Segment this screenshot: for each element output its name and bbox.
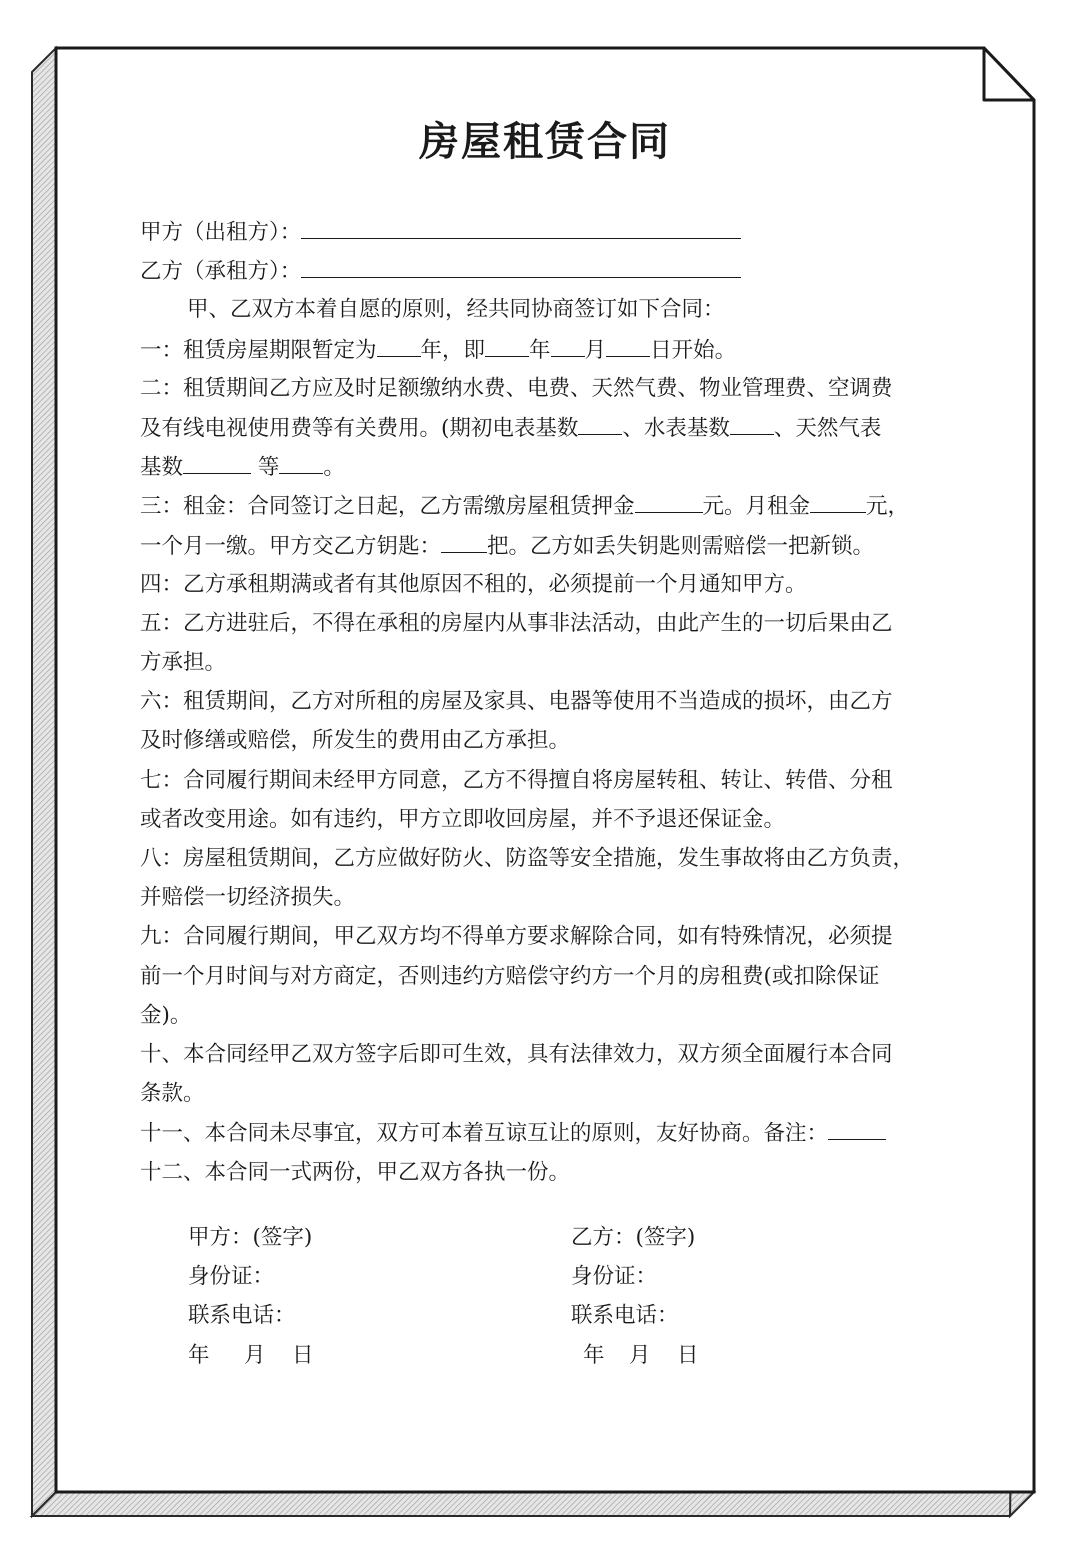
clause-3-text: 一个月一缴。甲方交乙方钥匙： (140, 533, 442, 559)
clause-8-line-2: 并赔偿一切经济损失。 (140, 885, 356, 911)
party-b-id-label: 身份证： (571, 1264, 658, 1290)
clause-1-text: 年，即 (420, 337, 486, 363)
id-row (188, 1257, 888, 1296)
party-a-id-label: 身份证： (188, 1264, 275, 1290)
clause-2-text: 、水表基数 (622, 415, 730, 441)
clause-1 (140, 330, 950, 369)
clause-1-text: 一：租赁房屋期限暂定为 (140, 337, 377, 363)
party-b-year-label: 年 (583, 1342, 605, 1368)
water-meter-blank (730, 408, 774, 435)
document-title: 房屋租赁合同 (419, 118, 671, 165)
party-b-day-label: 日 (677, 1342, 699, 1368)
clause-10-line-2: 条款。 (140, 1081, 205, 1107)
clause-1-text: 日开始。 (650, 337, 737, 363)
party-a-date (188, 1336, 571, 1375)
party-a-label: 甲方（出租方）： (140, 220, 302, 245)
remarks-blank (828, 1113, 886, 1140)
clause-3-text: 把。乙方如丢失钥匙则需赔偿一把新锁。 (487, 533, 875, 559)
party-b-label: 乙方（承租方）： (140, 259, 302, 285)
clause-4: 四：乙方承租期满或者有其他原因不租的，必须提前一个月通知甲方。 (140, 571, 807, 597)
date-row (188, 1336, 888, 1375)
clause-11 (140, 1113, 950, 1152)
contract-body (140, 112, 950, 1192)
gas-meter-blank (183, 447, 251, 474)
clause-6-line-1: 六：租赁期间，乙方对所租的房屋及家具、电器等使用不当造成的损坏，由乙方 (140, 689, 893, 715)
party-a-month-label: 月 (244, 1342, 266, 1368)
clause-7-line-1: 七：合同履行期间未经甲方同意，乙方不得擅自将房屋转租、转让、转借、分租 (140, 767, 893, 793)
clause-7-line-2: 或者改变用途。如有违约，甲方立即收回房屋，并不予退还保证金。 (140, 806, 786, 832)
clause-9-line-3: 金)。 (140, 1002, 192, 1028)
party-a-year-label: 年 (188, 1342, 210, 1368)
clause-2-text: 及有线电视使用费等有关费用。(期初电表基数 (140, 415, 579, 441)
party-b-blank (301, 251, 741, 278)
clause-2-line-2 (140, 408, 950, 447)
clause-3-text: 元。月租金 (702, 494, 811, 520)
other-blank (279, 447, 323, 474)
party-b-line (140, 251, 950, 290)
party-b-date (571, 1336, 888, 1375)
clause-9-line-2: 前一个月时间与对方商定，否则违约方赔偿守约方一个月的房租费(或扣除保证 (140, 963, 880, 989)
clause-1-text: 月 (584, 337, 607, 363)
clause-3-text: 三：租金：合同签订之日起，乙方需缴房屋租赁押金 (140, 494, 635, 520)
clause-2-line-3 (140, 447, 950, 486)
deposit-blank (635, 486, 703, 513)
party-a-blank (301, 212, 741, 239)
intro-paragraph: 甲、乙双方本着自愿的原则，经共同协商签订如下合同： (187, 297, 725, 323)
clause-2-text: 等 (251, 455, 280, 481)
clause-10-line-1: 十、本合同经甲乙双方签字后即可生效，具有法律效力，双方须全面履行本合同 (140, 1041, 893, 1067)
party-a-day-label: 日 (292, 1342, 314, 1368)
clause-12: 十二、本合同一式两份，甲乙双方各执一份。 (140, 1159, 571, 1185)
clause-3-line-1 (140, 486, 950, 525)
clause-1-blank-years (377, 330, 421, 357)
clause-1-blank-year (485, 330, 529, 357)
clause-9-line-1: 九：合同履行期间，甲乙双方均不得单方要求解除合同，如有特殊情况，必须提 (140, 924, 893, 950)
electric-meter-blank (578, 408, 622, 435)
party-a-line (140, 212, 950, 251)
clause-5-line-2: 方承担。 (140, 650, 227, 676)
monthly-rent-blank (810, 486, 866, 513)
clause-11-text: 十一、本合同未尽事宜，双方可本着互谅互让的原则，友好协商。备注： (140, 1121, 829, 1147)
party-a-phone-label: 联系电话： (188, 1303, 296, 1329)
clause-1-text: 年 (529, 337, 551, 363)
clause-2-text: 。 (323, 455, 345, 481)
party-a-signature-label: 甲方：(签字) (188, 1225, 313, 1250)
party-b-phone-label: 联系电话： (571, 1303, 679, 1329)
party-b-signature-label: 乙方：(签字) (571, 1225, 696, 1250)
clause-6-line-2: 及时修缮或赔偿，所发生的费用由乙方承担。 (140, 728, 571, 754)
clause-2-line-1: 二：租赁期间乙方应及时足额缴纳水费、电费、天然气费、物业管理费、空调费 (140, 375, 893, 401)
clause-2-text: 、天然气表 (773, 415, 882, 441)
clause-1-blank-day (606, 330, 650, 357)
clause-5-line-1: 五：乙方进驻后，不得在承租的房屋内从事非法活动，由此产生的一切后果由乙 (140, 610, 893, 636)
clause-2-text: 基数 (140, 455, 184, 481)
party-b-month-label: 月 (629, 1342, 651, 1368)
signature-row (188, 1218, 888, 1257)
clause-8-line-1: 八：房屋租赁期间，乙方应做好防火、防盗等安全措施，发生事故将由乙方负责， (140, 846, 915, 871)
signature-block (188, 1218, 888, 1375)
keys-blank (441, 526, 487, 553)
clause-3-line-2 (140, 526, 950, 565)
phone-row (188, 1296, 888, 1335)
clause-1-blank-month (551, 330, 585, 357)
clause-3-text: 元， (866, 494, 910, 520)
